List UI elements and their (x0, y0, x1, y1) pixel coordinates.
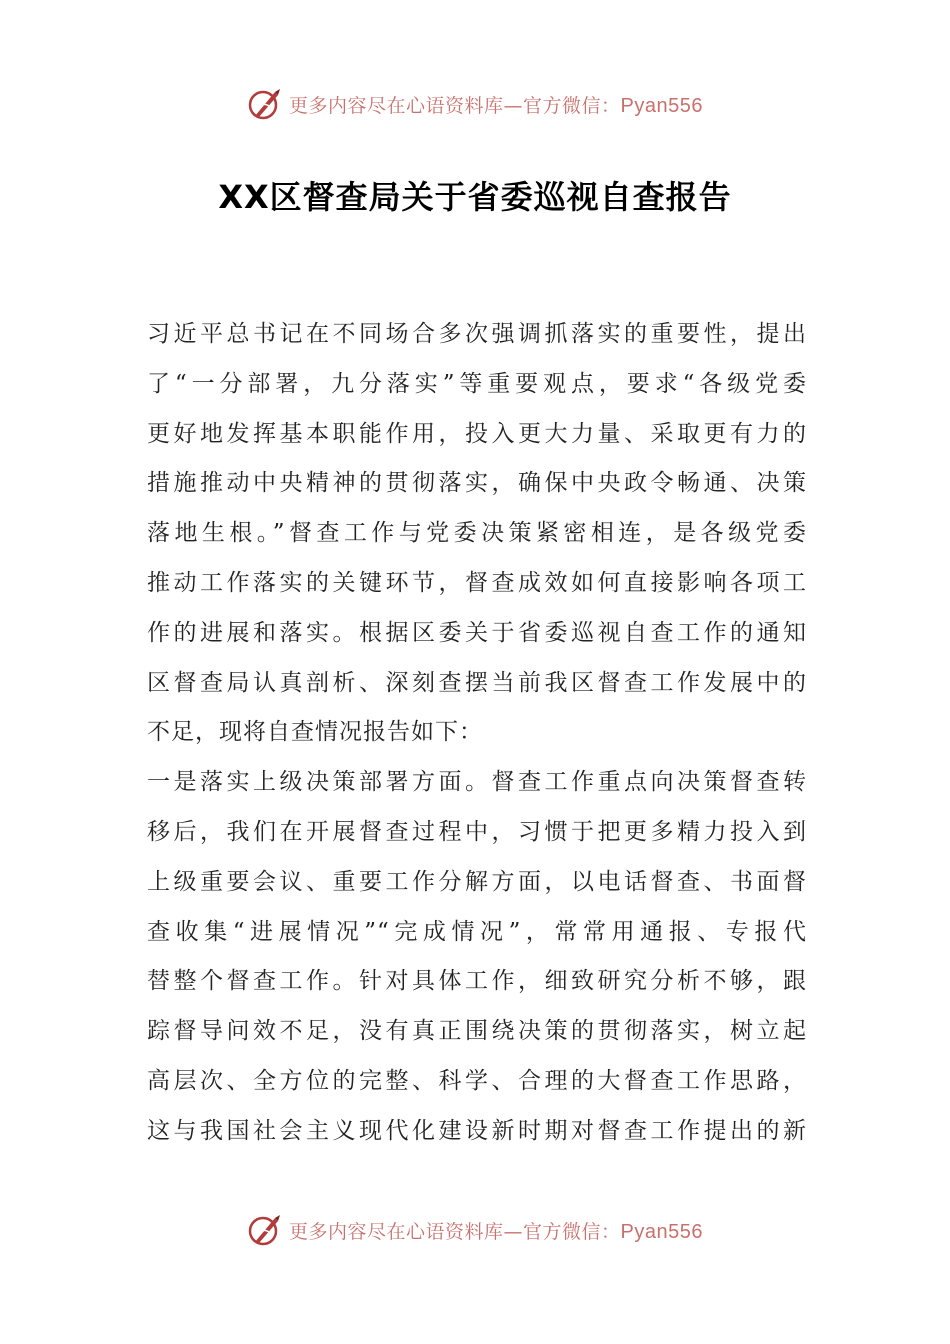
body-line: 习近平总书记在不同场合多次强调抓落实的重要性，提出 (147, 321, 807, 347)
footer-watermark-banner (0, 1210, 950, 1250)
quill-logo-icon (247, 1212, 283, 1248)
body-line: 一是落实上级决策部署方面。督查工作重点向决策督查转 (147, 769, 807, 796)
header-watermark-banner (0, 84, 950, 124)
document-title: XX区督查局关于省委巡视自查报告 (218, 178, 732, 216)
body-line: 区督查局认真剖析、深刻查摆当前我区督查工作发展中的 (147, 669, 807, 696)
body-line: 不足，现将自查情况报告如下： (147, 719, 483, 746)
body-line: 上级重要会议、重要工作分解方面，以电话督查、书面督 (147, 868, 807, 895)
body-line: 了“一分部署，九分落实”等重要观点，要求“各级党委 (147, 370, 807, 397)
quill-logo-icon (247, 86, 283, 122)
wechat-handle: Pyan556 (620, 1220, 703, 1243)
body-line: 措施推动中央精神的贯彻落实，确保中央政令畅通、决策 (147, 470, 807, 497)
body-line: 踪督导问效不足，没有真正围绕决策的贯彻落实，树立起 (147, 1018, 807, 1045)
document-body (147, 310, 807, 1157)
body-line: 作的进展和落实。根据区委关于省委巡视自查工作的通知 (147, 619, 807, 646)
body-line: 这与我国社会主义现代化建设新时期对督查工作提出的新 (147, 1117, 807, 1144)
body-line: 更好地发挥基本职能作用，投入更大力量、采取更有力的 (147, 420, 807, 447)
body-line: 移后，我们在开展督查过程中，习惯于把更多精力投入到 (147, 818, 807, 845)
body-line: 替整个督查工作。针对具体工作，细致研究分析不够，跟 (147, 968, 807, 995)
body-line: 高层次、全方位的完整、科学、合理的大督查工作思路， (147, 1067, 807, 1094)
body-line: 查收集“进展情况”“完成情况”，常常用通报、专报代 (147, 918, 807, 945)
body-line: 落地生根。”督查工作与党委决策紧密相连，是各级党委 (147, 520, 807, 547)
wechat-handle: Pyan556 (620, 94, 703, 117)
watermark-text: 更多内容尽在心语资料库—官方微信：Pyan556 (289, 94, 703, 117)
watermark-text: 更多内容尽在心语资料库—官方微信：Pyan556 (289, 1220, 703, 1243)
body-line: 推动工作落实的关键环节，督查成效如何直接影响各项工 (147, 569, 807, 596)
